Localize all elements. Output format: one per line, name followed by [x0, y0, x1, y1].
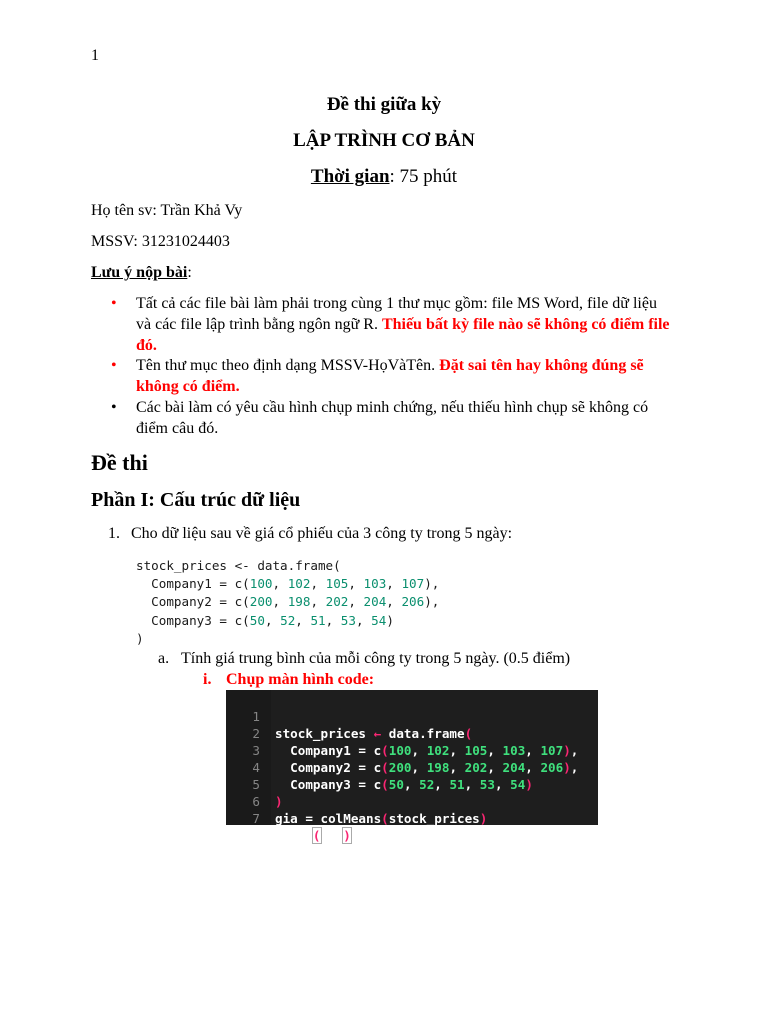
question-1 [108, 525, 512, 543]
rule-text: Tất cả các file bài làm phải trong cùng 1 thư mục gồm: file MS Word, file dữ liệu và các file lập trình bằng ngôn ngữ R. [136, 295, 657, 333]
code-comma: , [411, 743, 427, 758]
line-number: 7 [252, 811, 260, 826]
section-heading: Đề thi [91, 450, 148, 475]
code-comma: , [403, 777, 420, 792]
code-number: 206 [401, 594, 425, 610]
time-label: Thời gian [310, 166, 390, 187]
sub-question-text: Tính giá trung bình của mỗi công ty trong 5 ngày. (0.5 điểm) [181, 650, 571, 667]
code-number: 100 [388, 743, 412, 758]
code-number: 202 [464, 760, 488, 775]
code-number: 53 [479, 777, 495, 792]
code-number: 102 [426, 743, 450, 758]
code-var: Company2 [151, 594, 212, 610]
sub-question-a [158, 650, 570, 668]
code-paren: ) [343, 828, 351, 843]
code-number: 198 [287, 594, 311, 610]
code-var: stock_prices [275, 726, 374, 741]
code-block [136, 557, 439, 648]
code-punct: ) [386, 612, 394, 628]
rule-text: Các bài làm có yêu cầu hình chụp minh chứng, nếu thiếu hình chụp sẽ không có điểm câu đó. [136, 398, 649, 437]
code-var: Company2 [275, 760, 351, 775]
student-id: MSSV: 31231024403 [91, 233, 230, 250]
code-number: 204 [502, 760, 526, 775]
course-title: LẬP TRÌNH CƠ BẢN [293, 130, 475, 151]
code-var: Company1 [151, 576, 212, 592]
code-var: Company3 [275, 777, 351, 792]
code-fn: print [275, 828, 313, 843]
code-number: 51 [310, 612, 326, 628]
rules-list [91, 294, 671, 440]
code-number: 198 [426, 760, 450, 775]
code-line: Company2 = c(200, 198, 202, 204, 206), [151, 594, 440, 610]
part-heading: Phần I: Cấu trúc dữ liệu [91, 489, 301, 511]
code-number: 50 [249, 612, 265, 628]
note-colon: : [187, 264, 192, 281]
code-number: 107 [540, 743, 564, 758]
rule-text: Tên thư mục theo định dạng MSSV-HọVàTên. [136, 357, 440, 375]
line-number: 2 [252, 726, 260, 741]
code-number: 50 [388, 777, 404, 792]
time-line [0, 166, 768, 188]
code-comma: , [487, 760, 503, 775]
code-number: 51 [449, 777, 465, 792]
code-number: 102 [287, 576, 311, 592]
code-comma: , [487, 743, 503, 758]
code-comma: , [411, 760, 427, 775]
code-comma: , [494, 777, 511, 792]
code-number: 105 [325, 576, 349, 592]
code-comma: , [570, 743, 579, 758]
code-number: 202 [325, 594, 349, 610]
code-paren: ) [563, 743, 571, 758]
code-punct: ), [424, 594, 440, 610]
code-fn: = c [350, 760, 382, 775]
line-number: 6 [252, 794, 260, 809]
code-paren: ( [381, 777, 389, 792]
code-comma: , [570, 760, 579, 775]
sub-question-label: i. [203, 671, 212, 688]
line-number: 1 [252, 709, 260, 724]
code-comma: , [525, 743, 541, 758]
code-paren: ( [381, 743, 389, 758]
exam-title: Đề thi giữa kỳ [326, 94, 442, 115]
code-number: 204 [363, 594, 387, 610]
line-number: 4 [252, 760, 260, 775]
bullet-icon: • [111, 295, 117, 312]
code-line: stock_prices <- data.frame( [136, 558, 341, 573]
submission-note-label: Lưu ý nộp bài [91, 264, 188, 281]
rule-item [91, 294, 671, 356]
code-fn: colMeans [320, 811, 382, 826]
rule-item [91, 398, 671, 440]
line-number: 5 [252, 777, 260, 792]
code-number: 52 [280, 612, 296, 628]
code-comma: , [449, 760, 465, 775]
code-punct: ), [424, 576, 440, 592]
code-paren: ( [464, 726, 473, 741]
code-paren: ) [563, 760, 571, 775]
code-var: gia [320, 828, 344, 843]
code-paren: ) [275, 794, 283, 809]
line-number: 3 [252, 743, 260, 758]
code-var: gia = [275, 811, 321, 826]
bullet-icon: • [111, 357, 117, 375]
code-number: 52 [419, 777, 435, 792]
code-fn: data.frame [381, 726, 465, 741]
code-paren: ( [312, 828, 321, 843]
code-number: 200 [249, 594, 273, 610]
text-cursor [351, 828, 353, 842]
code-var: stock_prices [388, 811, 480, 826]
code-number: 54 [371, 612, 387, 628]
editor-line [226, 759, 283, 809]
code-comma: , [434, 777, 450, 792]
code-fn: = c [350, 743, 382, 758]
code-number: 105 [464, 743, 488, 758]
code-fn: = c [350, 777, 382, 792]
code-var: Company3 [151, 612, 212, 628]
code-paren: ) [479, 811, 488, 826]
sub-question-i [203, 671, 374, 689]
code-var: Company1 [275, 743, 351, 758]
code-number: 103 [502, 743, 526, 758]
time-value: : 75 phút [389, 166, 458, 187]
code-line: ) [136, 630, 144, 646]
sub-question-label: a. [158, 650, 170, 667]
assign-arrow-icon: ← [373, 726, 382, 741]
code-line: Company1 = c(100, 102, 105, 103, 107), [151, 576, 440, 592]
code-number: 200 [388, 760, 412, 775]
code-number: 100 [249, 576, 273, 592]
code-number: 107 [401, 576, 425, 592]
code-number: 54 [510, 777, 526, 792]
code-number: 206 [540, 760, 564, 775]
code-paren: ( [381, 760, 389, 775]
page-number: 1 [91, 47, 99, 64]
sub-question-text: Chụp màn hình code: [226, 671, 375, 688]
code-comma: , [449, 743, 465, 758]
question-text: Cho dữ liệu sau về giá cổ phiếu của 3 công ty trong 5 ngày: [131, 525, 513, 542]
submission-note [91, 264, 192, 282]
code-number: 53 [340, 612, 356, 628]
code-paren: ( [381, 811, 389, 826]
rule-item [91, 356, 671, 398]
code-screenshot [226, 690, 598, 843]
editor-line [226, 691, 473, 741]
rule-warning: Đặt sai tên hay không đúng sẽ không có điểm. [136, 357, 644, 396]
code-paren: ) [525, 777, 533, 792]
rule-warning: Thiếu bất kỳ file nào sẽ không có điểm file đó. [136, 315, 670, 354]
student-name: Họ tên sv: Trần Khả Vy [91, 202, 243, 219]
question-number: 1. [108, 525, 120, 542]
code-number: 103 [363, 576, 387, 592]
code-comma: , [525, 760, 541, 775]
bullet-icon: • [111, 398, 117, 416]
code-comma: , [464, 777, 480, 792]
code-line: Company3 = c(50, 52, 51, 53, 54) [151, 612, 394, 628]
